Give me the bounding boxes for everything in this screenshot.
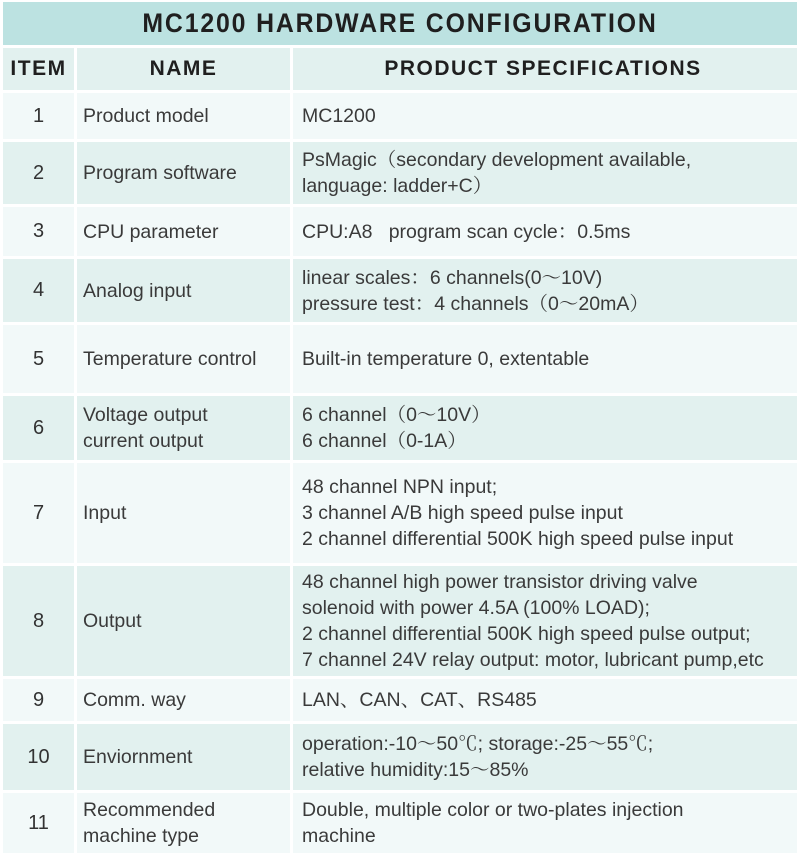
spec-line: LAN、CAN、CAT、RS485 [302, 689, 537, 711]
table-row [3, 142, 797, 204]
spec-cell [293, 679, 797, 721]
spec-cell [293, 325, 797, 393]
header-cell-spec [293, 48, 797, 90]
spec-line: 2 channel differential 500K high speed pulse input [302, 528, 734, 550]
name-cell [77, 724, 290, 790]
item-number: 7 [32, 501, 45, 524]
spec-line: 48 channel NPN input; [302, 476, 498, 498]
item-cell [3, 325, 74, 393]
spec-line: MC1200 [302, 105, 376, 127]
item-number: 11 [28, 811, 49, 834]
item-number: 4 [32, 279, 45, 301]
spec-line: machine [302, 825, 376, 847]
column-header-item: ITEM [10, 57, 67, 80]
spec-line: language: ladder+C） [302, 175, 493, 197]
name-line: Analog input [83, 279, 192, 302]
name-line: Voltage output [83, 404, 208, 426]
table-title-bar [3, 2, 797, 45]
column-header-name: NAME [149, 57, 218, 80]
spec-cell [293, 463, 797, 563]
item-number: 5 [32, 347, 45, 370]
spec-line: CPU:A8 program scan cycle：0.5ms [302, 220, 631, 243]
spec-line: 7 channel 24V relay output: motor, lubricant pump,etc [302, 649, 764, 671]
spec-line: pressure test：4 channels（0～20mA） [302, 292, 649, 315]
spec-cell [293, 724, 797, 790]
item-number: 8 [32, 609, 45, 632]
name-line: Output [83, 610, 142, 632]
table-row [3, 463, 797, 563]
name-line: current output [83, 430, 204, 452]
item-cell [3, 724, 74, 790]
item-cell [3, 463, 74, 563]
item-cell [3, 207, 74, 256]
name-line: Comm. way [83, 689, 186, 711]
name-line: Input [83, 502, 127, 524]
table-row [3, 396, 797, 460]
table-row [3, 93, 797, 139]
spec-line: 3 channel A/B high speed pulse input [302, 502, 623, 524]
item-cell [3, 793, 74, 853]
spec-line: 2 channel differential 500K high speed pulse output; [302, 623, 751, 645]
name-cell [77, 396, 290, 460]
table-row [3, 679, 797, 721]
spec-line: linear scales：6 channels(0～10V) [302, 266, 603, 289]
spec-line: Double, multiple color or two-plates injection [302, 799, 684, 821]
spec-cell [293, 396, 797, 460]
name-line: Temperature control [83, 348, 257, 370]
name-line: Recommended [83, 799, 216, 821]
header-cell-name [77, 48, 290, 90]
table-header-row [3, 48, 797, 90]
spec-line: 6 channel（0～10V） [302, 404, 491, 426]
column-header-spec: PRODUCT SPECIFICATIONS [384, 57, 702, 80]
item-number: 1 [32, 104, 45, 127]
spec-line: Built-in temperature 0, extentable [302, 348, 590, 370]
item-number: 3 [32, 220, 45, 242]
spec-line: PsMagic（secondary development available, [302, 149, 692, 171]
name-cell [77, 793, 290, 853]
item-cell [3, 93, 74, 139]
item-cell [3, 396, 74, 460]
item-cell [3, 566, 74, 676]
header-cell-item [3, 48, 74, 90]
table-rows [3, 93, 797, 856]
name-cell [77, 142, 290, 204]
item-number: 9 [32, 688, 45, 711]
name-line: Program software [83, 162, 237, 184]
name-line: CPU parameter [83, 220, 219, 243]
table-row [3, 207, 797, 256]
name-line: Enviornment [83, 746, 193, 768]
spec-cell [293, 793, 797, 853]
name-line: machine type [83, 825, 199, 847]
name-cell [77, 325, 290, 393]
item-cell [3, 259, 74, 322]
spec-cell [293, 566, 797, 676]
spec-cell [293, 207, 797, 256]
item-cell [3, 142, 74, 204]
name-cell [77, 463, 290, 563]
spec-line: operation:-10～50℃; storage:-25～55℃; [302, 733, 654, 755]
item-number: 2 [32, 161, 45, 184]
table-row [3, 325, 797, 393]
spec-cell [293, 259, 797, 322]
table-row [3, 793, 797, 853]
spec-line: solenoid with power 4.5A (100% LOAD); [302, 597, 650, 619]
item-number: 6 [32, 416, 45, 439]
name-cell [77, 259, 290, 322]
name-cell [77, 93, 290, 139]
item-number: 10 [27, 745, 50, 768]
spec-cell [293, 142, 797, 204]
name-line: Product model [83, 105, 209, 127]
name-cell [77, 566, 290, 676]
spec-line: 48 channel high power transistor driving valve [302, 571, 698, 593]
spec-cell [293, 93, 797, 139]
name-cell [77, 679, 290, 721]
table-title: MC1200 HARDWARE CONFIGURATION [142, 8, 658, 38]
table-row [3, 566, 797, 676]
spec-line: 6 channel（0-1A） [302, 430, 467, 452]
item-cell [3, 679, 74, 721]
table-row [3, 259, 797, 322]
spec-line: relative humidity:15～85% [302, 759, 529, 781]
name-cell [77, 207, 290, 256]
table-row [3, 724, 797, 790]
